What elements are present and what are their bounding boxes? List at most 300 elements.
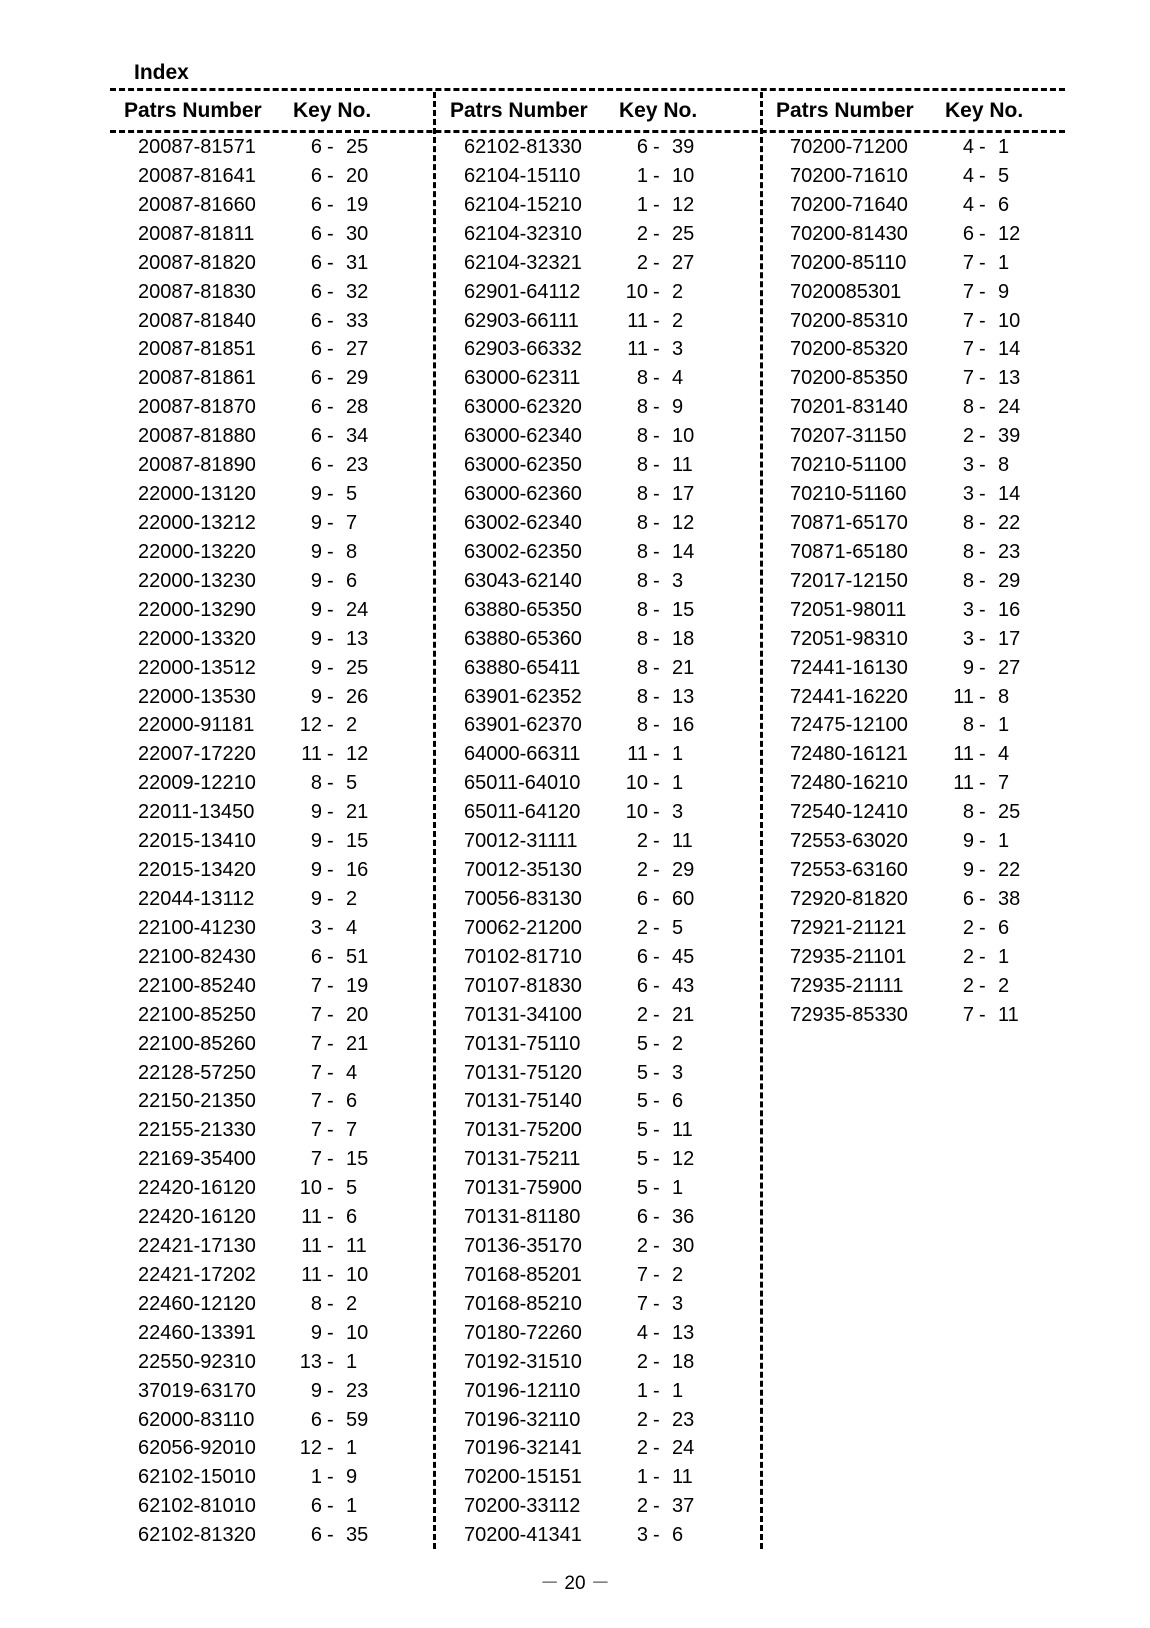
table-row bbox=[114, 223, 424, 252]
key-dash: - bbox=[653, 945, 660, 968]
key-dash: - bbox=[327, 1032, 334, 1055]
table-row bbox=[114, 483, 424, 512]
key-item: 37 bbox=[672, 1495, 695, 1518]
table-row bbox=[440, 194, 750, 223]
key-figure: 7 bbox=[962, 309, 974, 332]
key-item: 1 bbox=[672, 772, 684, 795]
key-dash: - bbox=[327, 222, 334, 245]
table-row bbox=[440, 1409, 750, 1438]
key-figure: 8 bbox=[636, 569, 648, 592]
key-item: 25 bbox=[998, 801, 1021, 824]
table-row bbox=[440, 310, 750, 339]
key-figure: 3 bbox=[962, 483, 974, 506]
key-item: 1 bbox=[998, 830, 1010, 853]
key-dash: - bbox=[653, 251, 660, 274]
part-number: 70196-12110 bbox=[464, 1379, 581, 1402]
part-number: 70136-35170 bbox=[464, 1235, 582, 1258]
table-row bbox=[114, 1437, 424, 1466]
key-dash: - bbox=[327, 916, 334, 939]
part-number: 70131-75110 bbox=[464, 1032, 581, 1055]
key-item: 21 bbox=[346, 1032, 369, 1055]
key-dash: - bbox=[653, 916, 660, 939]
key-item: 1 bbox=[998, 945, 1010, 968]
key-dash: - bbox=[327, 1235, 334, 1258]
part-number: 20087-81830 bbox=[138, 280, 256, 303]
key-item: 6 bbox=[346, 1090, 358, 1113]
key-item: 45 bbox=[672, 945, 695, 968]
key-figure: 5 bbox=[636, 1061, 648, 1084]
key-dash: - bbox=[979, 685, 986, 708]
key-item: 13 bbox=[672, 685, 695, 708]
part-number: 63000-62340 bbox=[464, 425, 582, 448]
key-dash: - bbox=[327, 136, 334, 158]
table-row bbox=[114, 772, 424, 801]
key-figure: 9 bbox=[310, 569, 322, 592]
key-figure: 6 bbox=[310, 136, 322, 158]
key-item: 60 bbox=[672, 887, 695, 910]
table-row bbox=[114, 252, 424, 281]
key-item: 10 bbox=[998, 309, 1021, 332]
part-number: 62056-92010 bbox=[138, 1437, 256, 1460]
key-figure: 6 bbox=[310, 309, 322, 332]
key-figure: 9 bbox=[310, 685, 322, 708]
parts-number-header: Patrs Number bbox=[776, 99, 914, 122]
key-item: 15 bbox=[672, 598, 695, 621]
key-figure: 9 bbox=[310, 1321, 322, 1344]
key-figure: 8 bbox=[962, 801, 974, 824]
key-figure: 9 bbox=[310, 656, 322, 679]
key-dash: - bbox=[653, 1263, 660, 1286]
parts-number-header: Patrs Number bbox=[450, 99, 588, 122]
key-item: 43 bbox=[672, 974, 695, 997]
part-number: 22100-85260 bbox=[138, 1032, 256, 1055]
key-figure: 9 bbox=[310, 511, 322, 534]
key-item: 59 bbox=[346, 1408, 369, 1431]
key-item: 11 bbox=[672, 454, 693, 477]
key-dash: - bbox=[327, 830, 334, 853]
key-item: 30 bbox=[346, 222, 369, 245]
table-row bbox=[114, 1293, 424, 1322]
key-item: 14 bbox=[998, 338, 1021, 361]
key-figure: 8 bbox=[962, 569, 974, 592]
key-figure: 6 bbox=[636, 887, 648, 910]
key-item: 6 bbox=[346, 569, 358, 592]
key-figure: 8 bbox=[636, 656, 648, 679]
column-divider-1 bbox=[433, 92, 436, 1549]
key-dash: - bbox=[327, 859, 334, 882]
key-item: 5 bbox=[346, 483, 358, 506]
header-bottom-rule bbox=[110, 130, 1065, 133]
key-figure: 7 bbox=[962, 367, 974, 390]
key-figure: 2 bbox=[636, 251, 648, 274]
key-dash: - bbox=[653, 280, 660, 303]
key-dash: - bbox=[979, 945, 986, 968]
key-dash: - bbox=[979, 540, 986, 563]
key-item: 14 bbox=[998, 483, 1021, 506]
part-number: 20087-81880 bbox=[138, 425, 256, 448]
key-dash: - bbox=[327, 309, 334, 332]
table-row bbox=[114, 425, 424, 454]
table-row bbox=[440, 1148, 750, 1177]
key-item: 6 bbox=[346, 1206, 358, 1229]
table-row bbox=[766, 888, 1076, 917]
part-number: 70207-31150 bbox=[790, 425, 907, 448]
table-row bbox=[766, 946, 1076, 975]
key-dash: - bbox=[653, 1321, 660, 1344]
part-number: 20087-81660 bbox=[138, 193, 256, 216]
key-figure: 5 bbox=[636, 1148, 648, 1171]
key-dash: - bbox=[327, 801, 334, 824]
key-item: 5 bbox=[346, 1177, 358, 1200]
key-figure: 1 bbox=[636, 1379, 648, 1402]
key-item: 51 bbox=[346, 945, 369, 968]
table-row bbox=[114, 1495, 424, 1524]
key-dash: - bbox=[653, 974, 660, 997]
table-row bbox=[114, 975, 424, 1004]
table-row bbox=[114, 338, 424, 367]
table-row bbox=[766, 396, 1076, 425]
key-item: 27 bbox=[672, 251, 695, 274]
part-number: 70871-65170 bbox=[790, 511, 908, 534]
table-row bbox=[766, 714, 1076, 743]
key-figure: 10 bbox=[625, 801, 648, 824]
key-figure: 8 bbox=[636, 598, 648, 621]
key-dash: - bbox=[327, 1466, 334, 1489]
rows bbox=[440, 136, 750, 1553]
key-figure: 2 bbox=[636, 1003, 648, 1026]
table-row bbox=[114, 396, 424, 425]
key-figure: 8 bbox=[636, 483, 648, 506]
table-row bbox=[766, 252, 1076, 281]
key-item: 12 bbox=[346, 743, 369, 766]
key-item: 1 bbox=[998, 136, 1010, 158]
table-row bbox=[114, 1033, 424, 1062]
key-dash: - bbox=[653, 1408, 660, 1431]
key-dash: - bbox=[653, 136, 660, 158]
part-number: 22000-13512 bbox=[138, 656, 256, 679]
part-number: 70200-71610 bbox=[790, 164, 908, 187]
key-item: 23 bbox=[346, 1379, 369, 1402]
key-dash: - bbox=[979, 598, 986, 621]
key-item: 22 bbox=[998, 859, 1021, 882]
key-figure: 1 bbox=[636, 164, 648, 187]
key-dash: - bbox=[979, 511, 986, 534]
table-row bbox=[766, 310, 1076, 339]
table-row bbox=[114, 888, 424, 917]
part-number: 70200-41341 bbox=[464, 1524, 582, 1547]
key-dash: - bbox=[653, 164, 660, 187]
key-figure: 11 bbox=[301, 1235, 322, 1258]
table-row bbox=[440, 830, 750, 859]
key-figure: 7 bbox=[962, 280, 974, 303]
key-figure: 9 bbox=[962, 830, 974, 853]
key-item: 1 bbox=[998, 251, 1010, 274]
part-number: 22460-12120 bbox=[138, 1292, 256, 1315]
key-dash: - bbox=[979, 193, 986, 216]
table-row bbox=[440, 1004, 750, 1033]
key-figure: 8 bbox=[636, 540, 648, 563]
key-dash: - bbox=[979, 569, 986, 592]
part-number: 22128-57250 bbox=[138, 1061, 256, 1084]
key-item: 5 bbox=[672, 916, 684, 939]
key-figure: 9 bbox=[310, 627, 322, 650]
key-figure: 12 bbox=[299, 1437, 322, 1460]
table-row bbox=[114, 1090, 424, 1119]
key-dash: - bbox=[979, 627, 986, 650]
part-number: 22000-13220 bbox=[138, 540, 256, 563]
key-dash: - bbox=[653, 830, 660, 853]
key-dash: - bbox=[327, 483, 334, 506]
key-item: 31 bbox=[346, 251, 369, 274]
key-item: 3 bbox=[672, 1061, 684, 1084]
key-item: 13 bbox=[672, 1321, 695, 1344]
key-figure: 6 bbox=[310, 454, 322, 477]
key-dash: - bbox=[327, 772, 334, 795]
table-row bbox=[114, 194, 424, 223]
key-dash: - bbox=[653, 656, 660, 679]
key-item: 11 bbox=[346, 1235, 367, 1258]
key-figure: 2 bbox=[962, 425, 974, 448]
key-item: 6 bbox=[672, 1524, 684, 1547]
key-figure: 5 bbox=[636, 1032, 648, 1055]
header-top-rule bbox=[110, 88, 1065, 91]
part-number: 70192-31510 bbox=[464, 1350, 582, 1373]
key-dash: - bbox=[653, 1090, 660, 1113]
key-dash: - bbox=[653, 1379, 660, 1402]
key-dash: - bbox=[653, 396, 660, 419]
key-dash: - bbox=[979, 974, 986, 997]
table-row bbox=[766, 657, 1076, 686]
key-figure: 8 bbox=[636, 454, 648, 477]
rows bbox=[766, 136, 1076, 1033]
key-item: 10 bbox=[672, 164, 695, 187]
key-figure: 4 bbox=[962, 164, 974, 187]
key-dash: - bbox=[327, 598, 334, 621]
key-dash: - bbox=[653, 627, 660, 650]
key-item: 12 bbox=[672, 511, 695, 534]
table-row bbox=[440, 1322, 750, 1351]
key-figure: 6 bbox=[310, 945, 322, 968]
key-item: 24 bbox=[346, 598, 369, 621]
table-row bbox=[114, 1062, 424, 1091]
table-row bbox=[440, 1380, 750, 1409]
key-figure: 8 bbox=[962, 714, 974, 737]
key-dash: - bbox=[327, 1292, 334, 1315]
key-figure: 3 bbox=[962, 454, 974, 477]
part-number: 70062-21200 bbox=[464, 916, 582, 939]
key-figure: 4 bbox=[962, 193, 974, 216]
part-number: 22100-85240 bbox=[138, 974, 256, 997]
table-row bbox=[114, 281, 424, 310]
key-figure: 6 bbox=[962, 222, 974, 245]
part-number: 20087-81851 bbox=[138, 338, 256, 361]
key-dash: - bbox=[653, 367, 660, 390]
page-number: － 20 － bbox=[540, 1573, 610, 1594]
part-number: 62102-81330 bbox=[464, 136, 582, 158]
key-dash: - bbox=[979, 772, 986, 795]
part-number: 70056-83130 bbox=[464, 887, 582, 910]
table-row bbox=[440, 628, 750, 657]
table-row bbox=[440, 1235, 750, 1264]
key-figure: 7 bbox=[310, 1003, 322, 1026]
key-dash: - bbox=[979, 396, 986, 419]
key-item: 13 bbox=[346, 627, 369, 650]
table-row bbox=[766, 165, 1076, 194]
table-row bbox=[440, 512, 750, 541]
key-item: 2 bbox=[672, 280, 684, 303]
part-number: 62102-81320 bbox=[138, 1524, 256, 1547]
key-figure: 6 bbox=[636, 136, 648, 158]
key-figure: 2 bbox=[636, 1235, 648, 1258]
key-figure: 13 bbox=[299, 1350, 322, 1373]
key-dash: - bbox=[653, 1061, 660, 1084]
part-number: 22420-16120 bbox=[138, 1177, 256, 1200]
key-dash: - bbox=[327, 656, 334, 679]
key-figure: 9 bbox=[310, 801, 322, 824]
part-number: 62903-66332 bbox=[464, 338, 582, 361]
key-item: 5 bbox=[998, 164, 1010, 187]
part-number: 63000-62311 bbox=[464, 367, 581, 390]
table-row bbox=[440, 136, 750, 165]
table-row bbox=[766, 772, 1076, 801]
key-figure: 8 bbox=[636, 511, 648, 534]
table-row bbox=[766, 830, 1076, 859]
key-figure: 9 bbox=[310, 598, 322, 621]
key-dash: - bbox=[653, 859, 660, 882]
part-number: 62104-15110 bbox=[464, 164, 581, 187]
table-row bbox=[440, 338, 750, 367]
key-dash: - bbox=[979, 916, 986, 939]
key-item: 7 bbox=[346, 511, 358, 534]
key-item: 17 bbox=[672, 483, 695, 506]
key-figure: 5 bbox=[636, 1177, 648, 1200]
table-row bbox=[440, 599, 750, 628]
key-item: 11 bbox=[672, 1466, 693, 1489]
key-dash: - bbox=[979, 483, 986, 506]
table-row bbox=[114, 165, 424, 194]
part-number: 62000-83110 bbox=[138, 1408, 255, 1431]
key-item: 27 bbox=[346, 338, 369, 361]
key-figure: 6 bbox=[310, 367, 322, 390]
key-no-header: Key No. bbox=[619, 99, 698, 122]
table-row bbox=[440, 1495, 750, 1524]
key-item: 13 bbox=[998, 367, 1021, 390]
table-row bbox=[114, 1524, 424, 1553]
key-dash: - bbox=[327, 1350, 334, 1373]
part-number: 63002-62340 bbox=[464, 511, 582, 534]
key-dash: - bbox=[653, 454, 660, 477]
table-row bbox=[440, 165, 750, 194]
key-item: 9 bbox=[998, 280, 1010, 303]
table-row bbox=[114, 1235, 424, 1264]
part-number: 70131-75200 bbox=[464, 1119, 582, 1142]
key-dash: - bbox=[327, 569, 334, 592]
key-figure: 11 bbox=[953, 685, 974, 708]
table-row bbox=[440, 1264, 750, 1293]
key-item: 19 bbox=[346, 974, 369, 997]
key-item: 34 bbox=[346, 425, 369, 448]
key-figure: 9 bbox=[962, 656, 974, 679]
key-dash: - bbox=[327, 1495, 334, 1518]
key-item: 27 bbox=[998, 656, 1021, 679]
table-row bbox=[766, 859, 1076, 888]
key-item: 15 bbox=[346, 1148, 369, 1171]
table-row bbox=[114, 657, 424, 686]
part-number: 70012-31111 bbox=[464, 830, 578, 853]
key-figure: 2 bbox=[636, 830, 648, 853]
key-figure: 7 bbox=[962, 1003, 974, 1026]
key-item: 36 bbox=[672, 1206, 695, 1229]
part-number: 62104-15210 bbox=[464, 193, 582, 216]
key-dash: - bbox=[653, 338, 660, 361]
key-item: 5 bbox=[346, 772, 358, 795]
part-number: 62104-32310 bbox=[464, 222, 582, 245]
key-figure: 7 bbox=[310, 1090, 322, 1113]
key-dash: - bbox=[653, 743, 660, 766]
key-figure: 7 bbox=[962, 251, 974, 274]
key-dash: - bbox=[327, 1119, 334, 1142]
part-number: 72480-16121 bbox=[790, 743, 908, 766]
key-figure: 6 bbox=[310, 338, 322, 361]
part-number: 20087-81861 bbox=[138, 367, 256, 390]
key-dash: - bbox=[327, 396, 334, 419]
table-row bbox=[440, 1033, 750, 1062]
key-item: 10 bbox=[346, 1321, 369, 1344]
table-row bbox=[440, 1293, 750, 1322]
key-dash: - bbox=[653, 598, 660, 621]
key-item: 21 bbox=[672, 1003, 695, 1026]
part-number: 22044-13112 bbox=[138, 887, 255, 910]
key-item: 20 bbox=[346, 1003, 369, 1026]
key-figure: 2 bbox=[636, 916, 648, 939]
table-row bbox=[114, 1119, 424, 1148]
key-item: 18 bbox=[672, 627, 695, 650]
key-dash: - bbox=[653, 772, 660, 795]
key-dash: - bbox=[327, 164, 334, 187]
key-figure: 6 bbox=[310, 193, 322, 216]
key-figure: 2 bbox=[636, 1350, 648, 1373]
key-figure: 11 bbox=[301, 1263, 322, 1286]
part-number: 70210-51100 bbox=[790, 454, 907, 477]
part-number: 63000-62320 bbox=[464, 396, 582, 419]
key-dash: - bbox=[979, 714, 986, 737]
key-dash: - bbox=[327, 1524, 334, 1547]
part-number: 22000-13212 bbox=[138, 511, 256, 534]
key-dash: - bbox=[653, 1206, 660, 1229]
key-dash: - bbox=[327, 540, 334, 563]
table-row bbox=[440, 801, 750, 830]
key-item: 20 bbox=[346, 164, 369, 187]
key-item: 6 bbox=[998, 193, 1010, 216]
key-dash: - bbox=[653, 309, 660, 332]
table-row bbox=[114, 1264, 424, 1293]
key-dash: - bbox=[327, 1177, 334, 1200]
table-row bbox=[114, 946, 424, 975]
key-item: 2 bbox=[346, 714, 358, 737]
table-row bbox=[114, 917, 424, 946]
key-figure: 5 bbox=[636, 1119, 648, 1142]
key-item: 39 bbox=[672, 136, 695, 158]
key-figure: 6 bbox=[310, 425, 322, 448]
key-figure: 6 bbox=[636, 945, 648, 968]
key-dash: - bbox=[653, 511, 660, 534]
table-row bbox=[766, 628, 1076, 657]
table-row bbox=[440, 1090, 750, 1119]
key-dash: - bbox=[653, 1235, 660, 1258]
table-row bbox=[766, 541, 1076, 570]
table-row bbox=[440, 975, 750, 1004]
key-item: 4 bbox=[998, 743, 1010, 766]
